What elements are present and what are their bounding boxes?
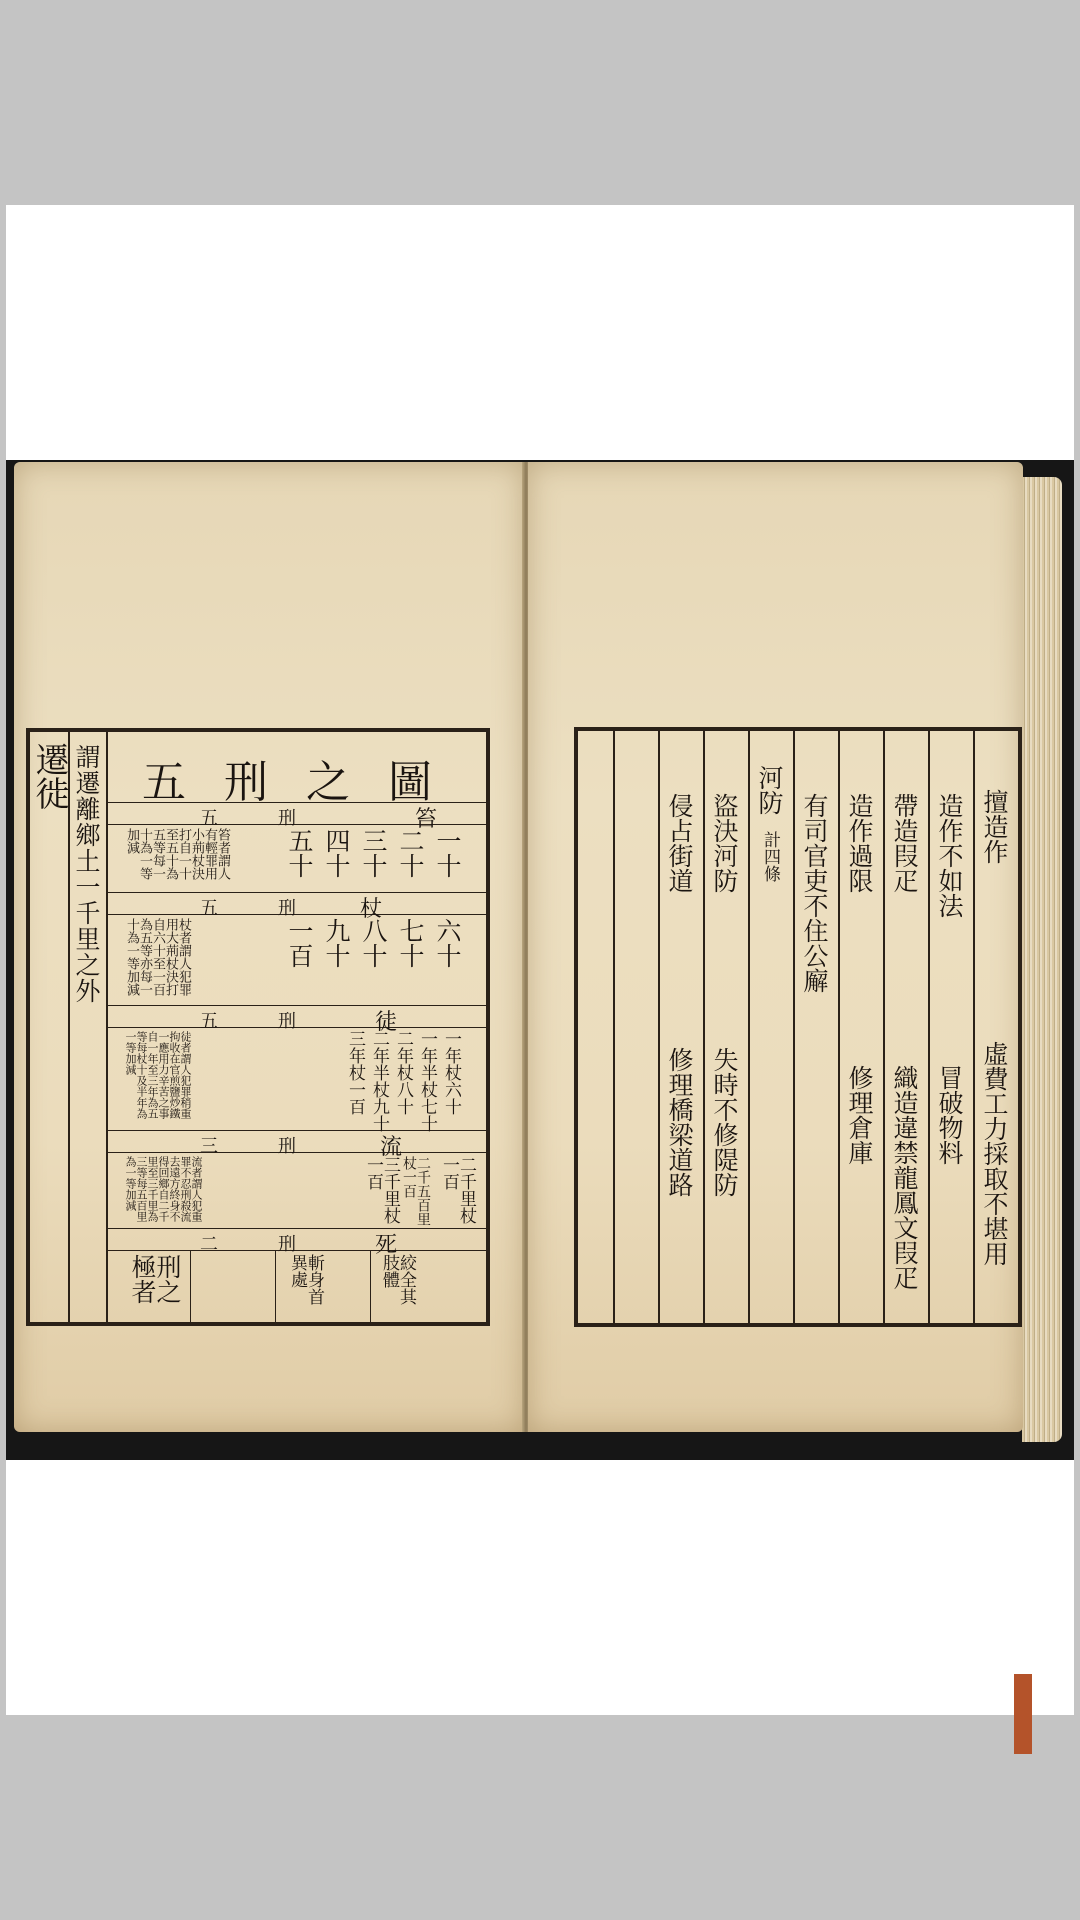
divider <box>703 731 705 1323</box>
row-note: 徒者謂人犯罪稍重拘收在官煎鹽炒鐵一應用力辛苦之事自一年至三年為五等每杖十及半年為一等加減 <box>124 1031 192 1119</box>
divider <box>275 1250 276 1322</box>
page-edges <box>1022 477 1062 1442</box>
divider <box>793 731 795 1323</box>
statute-heading: 盜決河防 <box>710 793 739 893</box>
row-value: 二年杖八十 <box>393 1030 413 1115</box>
row-note: 杖者謂人犯罪用大荊杖決打自六十至一百為五等亦每一十為一等加減 <box>124 918 191 996</box>
row-value: 四十 <box>322 828 351 878</box>
row-value: 一百 <box>285 918 314 968</box>
row-value: 八十 <box>359 918 388 968</box>
margin-heading: 遷徙 <box>29 742 69 810</box>
divider <box>613 731 615 1323</box>
row-note: 流者謂人犯重罪不忍刑殺流去遠方終身不得回鄉自二千里至三千里為三等每五百里為一等加減 <box>124 1156 203 1222</box>
statute-list <box>574 727 1022 1327</box>
table-title: 五刑之圖 <box>142 757 470 808</box>
row-value: 二十 <box>396 828 425 878</box>
row-label: 三刑 <box>200 1136 356 1157</box>
statute-detail: 修理橋梁道路 <box>665 1047 694 1197</box>
left-page <box>14 462 524 1432</box>
book-spread <box>14 462 1050 1447</box>
row-name: 笞 <box>415 807 438 832</box>
row-note: 笞者謂人有輕罪用小荊杖決打自一十至五十為五等每一十為一等加減 <box>124 828 230 880</box>
row-value: 一年半杖七十 <box>417 1030 437 1132</box>
row-value: 五十 <box>285 828 314 878</box>
divider <box>658 731 660 1323</box>
row-value: 二千五百里杖一百 <box>401 1156 431 1226</box>
statute-heading: 造作過限 <box>845 793 874 893</box>
statute-detail: 修理倉庫 <box>845 1065 874 1165</box>
divider <box>190 1250 191 1322</box>
row-value: 三十 <box>359 828 388 878</box>
statute-detail: 失時不修隄防 <box>710 1047 739 1197</box>
margin-note: 謂遷離鄉土一千里之外 <box>72 744 101 1004</box>
row-value: 三千里杖一百 <box>363 1156 400 1224</box>
divider <box>370 1250 371 1322</box>
row-value: 斬身首異處 <box>287 1254 324 1305</box>
divider <box>973 731 975 1323</box>
row-label: 五刑 <box>200 808 356 829</box>
divider <box>108 1005 486 1006</box>
divider <box>68 732 70 1322</box>
section-count: 計四條 <box>760 831 780 882</box>
statute-heading: 帶造叚疋 <box>890 793 919 893</box>
row-label: 二刑 <box>200 1234 356 1255</box>
divider <box>748 731 750 1323</box>
row-label: 五刑 <box>200 1011 356 1032</box>
library-sticker <box>1014 1674 1032 1754</box>
statute-detail: 虛費工力採取不堪用 <box>980 1041 1009 1266</box>
row-value: 三年杖一百 <box>345 1030 365 1115</box>
row-name: 杖 <box>360 897 383 922</box>
statute-heading: 擅造作 <box>980 789 1009 864</box>
divider <box>108 1228 486 1229</box>
row-value: 九十 <box>322 918 351 968</box>
row-value: 六十 <box>433 918 462 968</box>
row-note: 刑之極者 <box>128 1254 182 1304</box>
row-name: 死 <box>375 1233 398 1258</box>
row-value: 一十 <box>433 828 462 878</box>
row-value: 二千里杖一百 <box>439 1156 476 1224</box>
row-value: 七十 <box>396 918 425 968</box>
statute-heading: 造作不如法 <box>935 793 964 918</box>
divider <box>928 731 930 1323</box>
row-value: 二年半杖九十 <box>369 1030 389 1132</box>
divider <box>108 892 486 893</box>
statute-heading: 侵占街道 <box>665 793 694 893</box>
statute-heading: 有司官吏不住公廨 <box>800 793 829 993</box>
row-name: 流 <box>380 1135 403 1160</box>
row-label: 五刑 <box>200 898 356 919</box>
statute-detail: 織造違禁龍鳳文叚疋 <box>890 1065 919 1290</box>
row-value: 絞全其肢體 <box>379 1254 416 1305</box>
section-heading: 河防 <box>755 765 784 815</box>
row-name: 徒 <box>375 1010 398 1035</box>
divider <box>838 731 840 1323</box>
five-punishments-table <box>26 728 490 1326</box>
divider <box>883 731 885 1323</box>
statute-detail: 冒破物料 <box>935 1065 964 1165</box>
row-value: 一年杖六十 <box>441 1030 461 1115</box>
right-page <box>528 462 1023 1432</box>
